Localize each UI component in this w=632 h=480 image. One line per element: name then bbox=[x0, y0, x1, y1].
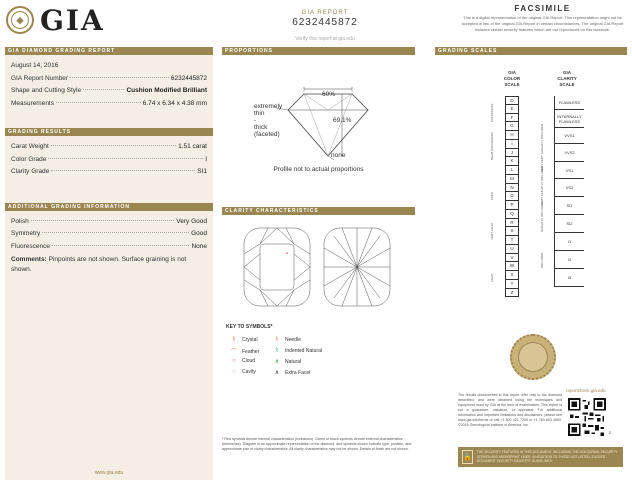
key-label: Indented Natural bbox=[285, 347, 322, 354]
color-grade-cell: Y bbox=[505, 280, 519, 289]
result-value: SI1 bbox=[197, 168, 207, 175]
color-grade-cell: Z bbox=[505, 289, 519, 298]
needle-icon: ⌇ bbox=[275, 337, 279, 343]
color-grade-cell: G bbox=[505, 122, 519, 131]
color-grade-cell: Q bbox=[505, 210, 519, 219]
color-grade-cell: M bbox=[505, 175, 519, 184]
crown-view bbox=[244, 228, 310, 306]
color-group-label: COLORLESS bbox=[490, 103, 494, 122]
color-hdr-line: SCALE bbox=[504, 82, 520, 87]
facsimile-notice bbox=[460, 4, 625, 33]
clarity-grade-cell: VVS1 bbox=[555, 128, 584, 144]
additional-key: Fluorescence bbox=[11, 242, 51, 250]
additional-row bbox=[11, 216, 207, 229]
color-scale-header bbox=[498, 70, 526, 88]
detail-key: Shape and Cutting Style bbox=[11, 87, 82, 94]
clarity-grade-cell: I3 bbox=[555, 269, 584, 287]
proportions-bar: PROPORTIONS bbox=[222, 47, 415, 55]
result-key: Clarity Grade bbox=[11, 168, 50, 175]
color-group-label: FAINT bbox=[490, 191, 494, 200]
depth-percent: 69.1% bbox=[333, 117, 352, 124]
color-grade-cell: D bbox=[505, 96, 519, 105]
grading-results bbox=[5, 136, 213, 183]
clarity-grade-cell: VVS2 bbox=[555, 144, 584, 162]
table-percent: 60% bbox=[322, 91, 336, 98]
clarity-hdr-line: CLARITY bbox=[557, 76, 577, 81]
color-grade-cell: T bbox=[505, 236, 519, 245]
detail-row bbox=[11, 85, 207, 98]
additional-info bbox=[5, 211, 213, 280]
key-crystal bbox=[230, 336, 258, 343]
detail-value: 6232445872 bbox=[170, 74, 207, 82]
clarity-scale bbox=[554, 96, 584, 287]
report-details bbox=[5, 55, 213, 114]
clarity-diagram bbox=[238, 224, 398, 310]
security-notice bbox=[458, 447, 623, 467]
keys-title: KEY TO SYMBOLS* bbox=[226, 324, 273, 330]
result-row bbox=[11, 141, 207, 154]
color-group-label: LIGHT bbox=[490, 273, 494, 282]
footer-url[interactable]: www.gia.edu bbox=[94, 470, 124, 476]
color-grade-cell: U bbox=[505, 245, 519, 254]
color-grade-cell: I bbox=[505, 140, 519, 149]
clarity-grade-cell: FLAWLESS bbox=[555, 96, 584, 110]
clarity-grade-cell: VS1 bbox=[555, 162, 584, 179]
clarity-group-label: VERY SLIGHTLY INCLUDED bbox=[540, 165, 544, 205]
result-key: Color Grade bbox=[11, 155, 47, 163]
comments bbox=[11, 255, 207, 275]
key-natural bbox=[273, 358, 301, 365]
extra-facet-icon: ∧ bbox=[274, 370, 280, 376]
additional-key: Polish bbox=[11, 217, 29, 225]
girdle-line: extremely bbox=[254, 103, 283, 110]
detail-key: GIA Report Number bbox=[11, 74, 69, 82]
clarity-grade-cell: SI2 bbox=[555, 215, 584, 233]
additional-row bbox=[11, 228, 207, 241]
detail-value: Cushion Modified Brilliant bbox=[126, 87, 207, 94]
additional-key: Symmetry bbox=[11, 230, 41, 237]
reportcheck-link[interactable]: reportcheck.gia.edu bbox=[566, 388, 606, 393]
color-grade-cell: P bbox=[505, 201, 519, 210]
color-hdr-line: GIA bbox=[507, 70, 516, 75]
clarity-footnote: * Red symbols denote internal characteristics (inclusions). Green or black symbols denote external characteristics (blemishes). Diagram is an approximate representation of the diamond, and symbols shown indicate type, position, and approximate size of clarity characteristics. All clarity characteristics may not be shown. Details of finish are not shown. bbox=[222, 437, 412, 451]
lock-icon: 🔒 bbox=[462, 450, 473, 464]
key-cavity bbox=[230, 369, 256, 375]
comments-text: Pinpoints are not shown. Surface graining is not shown. bbox=[11, 256, 187, 273]
color-grade-cell: S bbox=[505, 227, 519, 236]
key-label: Feather bbox=[242, 348, 260, 355]
clarity-bar: CLARITY CHARACTERISTICS bbox=[222, 207, 415, 215]
additional-value: Very Good bbox=[176, 217, 207, 225]
girdle-line: - bbox=[254, 117, 257, 124]
detail-key: Measurements bbox=[11, 99, 54, 107]
crystal-icon: ⌇ bbox=[232, 337, 236, 343]
comments-label: Comments: bbox=[11, 256, 47, 263]
qr-side-number: 2 bbox=[609, 430, 612, 435]
profile-note: Profile not to actual proportions bbox=[273, 166, 364, 173]
result-key: Carat Weight bbox=[11, 143, 49, 150]
facsimile-text: This is a digital representation of the original GIA Report. This representation might not be accepted in lieu of the original GIA Report in certain circumstances. The original GIA Report includes certain security features which are not reproduced on this facsimile. bbox=[461, 15, 624, 32]
key-label: Cloud bbox=[242, 358, 256, 364]
clarity-grade-cell: SI1 bbox=[555, 197, 584, 215]
clarity-hdr-line: SCALE bbox=[559, 82, 575, 87]
culet-label: none bbox=[331, 152, 346, 159]
report-number: 6232445872 bbox=[292, 17, 358, 28]
key-cloud bbox=[230, 358, 255, 364]
clarity-group-label: VERY VERY SLIGHTLY INCLUDED bbox=[540, 123, 544, 172]
report-date: August 14, 2016 bbox=[11, 62, 59, 69]
result-row bbox=[11, 166, 207, 179]
color-grade-cell: W bbox=[505, 262, 519, 271]
color-grade-cell: E bbox=[505, 105, 519, 114]
qr-code-icon[interactable] bbox=[568, 398, 606, 436]
cloud-icon: ○ bbox=[232, 358, 236, 364]
color-grade-cell: H bbox=[505, 131, 519, 140]
color-grade-cell: J bbox=[505, 149, 519, 158]
color-scale bbox=[505, 96, 519, 297]
key-label: Crystal bbox=[242, 336, 258, 343]
key-feather bbox=[230, 347, 259, 356]
girdle-line: thin bbox=[254, 110, 265, 117]
additional-value: Good bbox=[191, 230, 207, 237]
color-grade-cell: R bbox=[505, 219, 519, 228]
clarity-group-label: INCLUDED bbox=[540, 252, 544, 268]
grading-scales-bar: GRADING SCALES bbox=[435, 47, 627, 55]
svg-text:o: o bbox=[286, 250, 289, 255]
detail-row bbox=[11, 73, 207, 86]
diamond-grading-bar: GIA DIAMOND GRADING REPORT bbox=[5, 47, 213, 55]
color-grade-cell: X bbox=[505, 271, 519, 280]
report-header bbox=[270, 10, 380, 28]
gia-logo bbox=[6, 4, 110, 36]
left-column bbox=[5, 47, 213, 480]
additional-value: None bbox=[191, 242, 207, 250]
clarity-grade-cell: I2 bbox=[555, 251, 584, 269]
clarity-grade-cell: INTERNALLY FLAWLESS bbox=[555, 110, 584, 128]
key-needle bbox=[273, 336, 301, 343]
natural-icon: ∧ bbox=[274, 359, 280, 365]
key-label: Needle bbox=[285, 336, 301, 343]
cavity-icon: ◌ bbox=[232, 369, 236, 375]
clarity-grade-cell: I1 bbox=[555, 233, 584, 251]
grading-results-bar: GRADING RESULTS bbox=[5, 128, 213, 136]
color-grade-cell: N bbox=[505, 184, 519, 193]
verify-link[interactable]: Verify this report at gia.edu bbox=[295, 36, 355, 42]
result-value: I bbox=[205, 155, 207, 163]
color-grade-cell: O bbox=[505, 192, 519, 201]
color-group-label: VERY LIGHT bbox=[490, 222, 494, 240]
additional-row bbox=[11, 241, 207, 254]
report-label: GIA REPORT bbox=[301, 10, 349, 16]
logo-text: GIA bbox=[40, 3, 105, 37]
key-label: Extra Facet bbox=[285, 369, 311, 376]
key-indented-natural bbox=[273, 347, 322, 354]
pavilion-view bbox=[324, 228, 390, 306]
color-hdr-line: COLOR bbox=[503, 76, 521, 81]
clarity-grade-cell: VS2 bbox=[555, 179, 584, 197]
girdle-label bbox=[254, 103, 282, 138]
clarity-hdr-line: GIA bbox=[562, 70, 571, 75]
color-group-label: NEAR COLORLESS bbox=[490, 132, 494, 160]
color-grade-cell: L bbox=[505, 166, 519, 175]
security-text: THE SECURITY FEATURES IN THIS DOCUMENT, INCLUDING THE HOLOGRAM, SECURITY SCREEN AND MICROPRINT LINES, IN ADDITION TO THOSE NOT LISTED, EXCEED DOCUMENT SECURITY INDUSTRY GUIDELINES. bbox=[476, 450, 618, 464]
color-grade-cell: F bbox=[505, 114, 519, 123]
detail-value: 6.74 x 6.34 x 4.38 mm bbox=[142, 99, 207, 107]
gia-seal-icon: ◆ bbox=[6, 6, 34, 34]
legal-text: The results documented in this report refer only to the diamond described, and were obtained using the techniques and equipment used by GIA at the time of examination. This report is not a guarantee, valuation, or appraisal. For additional information and important limitations and disclaimers, please see www.gia.edu/terms or call +1 800 421 7250 or +1 760 603 4500. ©2016 Gemological Institute of America, Inc. bbox=[458, 393, 562, 427]
color-grade-cell: V bbox=[505, 254, 519, 263]
feather-icon: ⌒ bbox=[230, 350, 237, 356]
girdle-line: (faceted) bbox=[254, 131, 280, 138]
indented-natural-icon: ⌇ bbox=[275, 348, 279, 354]
clarity-scale-header bbox=[550, 70, 584, 88]
result-value: 1.51 carat bbox=[178, 143, 207, 150]
key-label: Cavity bbox=[242, 369, 256, 375]
clarity-group-label: SLIGHTLY INCLUDED bbox=[540, 201, 544, 232]
result-row bbox=[11, 154, 207, 167]
additional-info-bar: ADDITIONAL GRADING INFORMATION bbox=[5, 203, 213, 211]
detail-row bbox=[11, 98, 207, 111]
key-label: Natural bbox=[285, 358, 302, 365]
facsimile-title: FACSIMILE bbox=[514, 4, 571, 13]
gia-gold-seal-icon bbox=[510, 334, 556, 380]
girdle-line: thick bbox=[254, 124, 268, 131]
color-grade-cell: K bbox=[505, 157, 519, 166]
key-extra-facet bbox=[273, 369, 311, 376]
